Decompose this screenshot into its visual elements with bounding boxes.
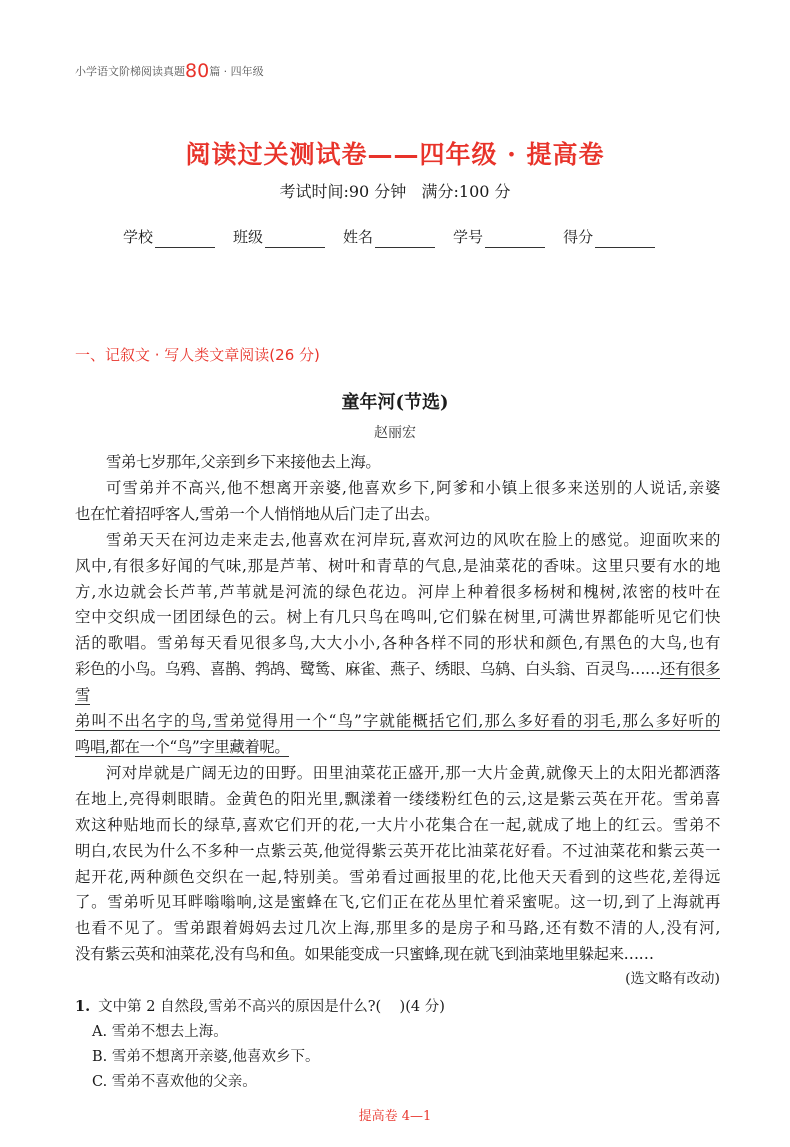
text-line: 了。雪弟听见耳畔嗡嗡响,这是蜜蜂在飞,它们正在花丛里忙着采蜜呢。这一切,到了上海就再	[75, 893, 720, 912]
field-student-id[interactable]	[453, 226, 545, 248]
series-grade: 篇 · 四年级	[209, 65, 264, 78]
field-label: 学号	[453, 228, 484, 246]
field-class[interactable]	[233, 226, 325, 248]
text-line: 风中,有很多好闻的气味,那是芦苇、树叶和青草的气息,是油菜花的香味。这里只要有水的地	[75, 556, 720, 575]
option-c[interactable]: C. 雪弟不喜欢他的父亲。	[92, 1074, 257, 1091]
series-number: 80	[185, 60, 210, 82]
running-header	[75, 61, 720, 81]
text-line: 在地上,亮得刺眼睛。金黄色的阳光里,飘漾着一缕缕粉红色的云,这是紫云英在开花。雪弟喜	[75, 789, 720, 808]
section-heading: 一、记叙文 · 写人类文章阅读(26 分)	[75, 346, 320, 364]
text-line	[75, 735, 720, 761]
student-info-fields	[123, 226, 720, 248]
blank-line[interactable]	[485, 231, 545, 248]
field-name[interactable]	[343, 226, 435, 248]
option-a[interactable]: A. 雪弟不想去上海。	[92, 1024, 228, 1041]
field-school[interactable]	[123, 226, 215, 248]
field-label: 得分	[563, 228, 594, 246]
text-line: 也在忙着招呼客人,雪弟一个人悄悄地从后门走了出去。	[75, 504, 440, 523]
exam-info: 考试时间:90 分钟 满分:100 分	[279, 182, 511, 201]
field-label: 学校	[123, 228, 154, 246]
field-score[interactable]	[563, 226, 655, 248]
option-b[interactable]: B. 雪弟不想离开亲婆,他喜欢乡下。	[92, 1049, 320, 1066]
text-line: 也看不见了。雪弟跟着姆妈去过几次上海,那里多的是房子和马路,还有数不清的人,没有河,	[75, 919, 720, 938]
text-line: 河对岸就是广阔无边的田野。田里油菜花正盛开,那一大片金黄,就像天上的太阳光都洒落	[106, 763, 720, 782]
page-title: 阅读过关测试卷——四年级 · 提高卷	[185, 140, 605, 169]
text-line: 欢这种贴地而长的绿草,喜欢它们开的花,一大片小花集合在一起,就成了地上的红云。雪弟不	[75, 815, 720, 834]
text-line: 没有紫云英和油菜花,没有鸟和鱼。如果能变成一只蜜蜂,现在就飞到油菜地里躲起来……	[75, 945, 654, 964]
underlined-text: 鸣唱,都在一个“鸟”字里藏着呢。	[75, 737, 290, 756]
field-label: 班级	[233, 228, 264, 246]
question-stem	[75, 994, 720, 1020]
article-title: 童年河(节选)	[341, 392, 449, 413]
blank-line[interactable]	[595, 231, 655, 248]
question-number: 1.	[75, 998, 91, 1016]
blank-line[interactable]	[155, 231, 215, 248]
text-line: 可雪弟并不高兴,他不想离开亲婆,他喜欢乡下,阿爹和小镇上很多来送别的人说话,亲婆	[106, 478, 720, 497]
field-label: 姓名	[343, 228, 374, 246]
page-footer: 提高卷 4—1	[358, 1109, 432, 1125]
text-line: 活的歌唱。雪弟每天看见很多鸟,大大小小,各种各样不同的形状和颜色,有黑色的大鸟,也有	[75, 634, 720, 653]
source-note: (选文略有改动)	[625, 971, 720, 988]
text-segment: 彩色的小鸟。乌鸦、喜鹊、鹁鸪、鹭鸶、麻雀、燕子、绣眼、乌鸫、白头翁、百灵鸟……	[75, 660, 660, 679]
text-line: 起开花,两种颜色交织在一起,特别美。雪弟看过画报里的花,比他天天看到的这些花,差得远	[75, 867, 720, 886]
text-line: 雪弟七岁那年,父亲到乡下来接他去上海。	[106, 453, 381, 471]
text-line: 明白,农民为什么不多种一点紫云英,他觉得紫云英开花比油菜花好看。不过油菜花和紫云英一	[75, 841, 720, 860]
question-text: 文中第 2 自然段,雪弟不高兴的原因是什么?( )(4 分)	[98, 999, 445, 1016]
text-line: 雪弟天天在河边走来走去,他喜欢在河岸玩,喜欢河边的风吹在脸上的感觉。迎面吹来的	[106, 530, 720, 549]
underlined-text: 弟叫不出名字的鸟,雪弟觉得用一个“鸟”字就能概括它们,那么多好看的羽毛,那么多好听的	[75, 712, 720, 731]
text-line: 空中交织成一团团绿色的云。树上有几只鸟在鸣叫,它们躲在树里,可满世界都能听见它们快	[75, 608, 720, 627]
text-line	[75, 709, 720, 735]
article-body	[75, 450, 720, 968]
text-line: 方,水边就会长芦苇,芦苇就是河流的绿色花边。河岸上种着很多杨树和槐树,浓密的枝叶在	[75, 582, 720, 601]
text-line	[75, 657, 720, 709]
blank-line[interactable]	[375, 231, 435, 248]
question-1	[75, 994, 720, 1095]
underlined-text: 还有很多雪	[75, 660, 721, 705]
blank-line[interactable]	[265, 231, 325, 248]
article-author: 赵丽宏	[374, 425, 416, 441]
series-title: 小学语文阶梯阅读真题	[75, 65, 185, 78]
